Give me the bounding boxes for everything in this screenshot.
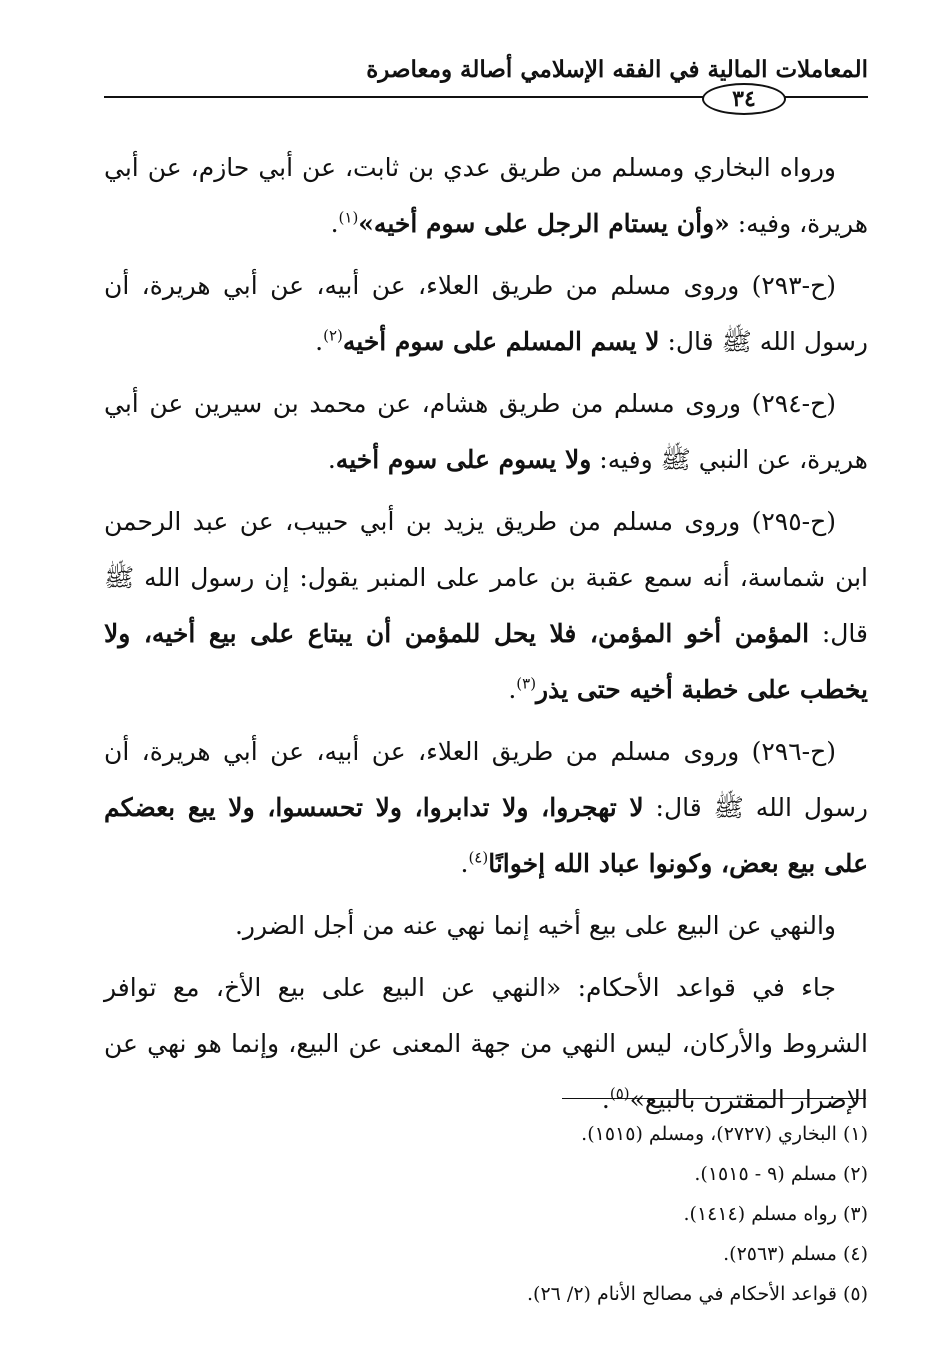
running-header-title: المعاملات المالية في الفقه الإسلامي أصالة ومعاصرة bbox=[366, 56, 868, 83]
footnote: (١) البخاري (٢٧٢٧)، ومسلم (١٥١٥). bbox=[581, 1123, 868, 1145]
paragraph-end: . bbox=[460, 849, 469, 878]
hadith-quote: ولا يسوم على سوم أخيه bbox=[335, 445, 592, 474]
paragraph-text: (ح-٢٩٦) وروى مسلم من طريق العلاء، عن أبيه، عن أبي هريرة، أن رسول الله ﷺ قال: bbox=[104, 737, 869, 822]
footnote-ref: (٣) bbox=[516, 674, 537, 693]
footnotes bbox=[104, 1114, 868, 1314]
paragraph-text: (ح-٢٩٥) وروى مسلم من طريق يزيد بن أبي حبيب، عن عبد الرحمن ابن شماسة، أنه سمع عقبة بن عامر على المنبر يقول: إن رسول الله ﷺ قال: bbox=[104, 507, 868, 648]
paragraph-text: (ح-٢٩٤) وروى مسلم من طريق هشام، عن محمد بن سيرين عن أبي هريرة، عن النبي ﷺ وفيه: bbox=[104, 389, 868, 474]
page-number: ٣٤ bbox=[702, 83, 786, 115]
footnote-ref: (١) bbox=[338, 208, 359, 227]
paragraph-end: . bbox=[330, 209, 339, 238]
footnote: (٥) قواعد الأحكام في مصالح الأنام (٢/ ٢٦). bbox=[526, 1283, 868, 1305]
paragraph-text: ورواه البخاري ومسلم من طريق عدي بن ثابت، عن أبي حازم، عن أبي هريرة، وفيه: bbox=[104, 153, 868, 238]
paragraph-text: (ح-٢٩٣) وروى مسلم من طريق العلاء، عن أبيه، عن أبي هريرة، أن رسول الله ﷺ قال: bbox=[104, 271, 868, 356]
paragraph bbox=[104, 140, 868, 252]
paragraph-text: والنهي عن البيع على بيع أخيه إنما نهي عنه من أجل الضرر. bbox=[234, 911, 836, 940]
hadith-quote: لا تهجروا، ولا تدابروا، ولا تحسسوا، ولا يبع بعضكم على بيع بعض، وكونوا عباد الله إخوانًا bbox=[104, 793, 868, 878]
footnote: (٢) مسلم (٩ - ١٥١٥). bbox=[694, 1163, 868, 1185]
hadith-quote: المؤمن أخو المؤمن، فلا يحل للمؤمن أن يبتاع على بيع أخيه، ولا يخطب على خطبة أخيه حتى يذر bbox=[104, 619, 868, 704]
paragraph bbox=[104, 898, 868, 954]
hadith-quote: «وأن يستام الرجل على سوم أخيه» bbox=[358, 209, 730, 238]
paragraph bbox=[104, 376, 868, 488]
paragraph bbox=[104, 960, 868, 1128]
footnote-separator bbox=[562, 1098, 866, 1099]
paragraph-end: . bbox=[315, 327, 324, 356]
footnote-ref: (٢) bbox=[323, 326, 343, 345]
hadith-quote: لا يسم المسلم على سوم أخيه bbox=[342, 327, 660, 356]
footnote: (٤) مسلم (٢٥٦٣). bbox=[723, 1243, 868, 1265]
footnote: (٣) رواه مسلم (١٤١٤). bbox=[683, 1203, 868, 1225]
paragraph-end: . bbox=[508, 675, 517, 704]
body-text bbox=[104, 140, 868, 1134]
paragraph-text: جاء في قواعد الأحكام: «النهي عن البيع على بيع الأخ، مع توافر الشروط والأركان، ليس النهي من جهة المعنى عن البيع، وإنما هو نهي عن الإضرار المقترن بالبيع» bbox=[104, 973, 868, 1114]
paragraph-end: . bbox=[601, 1085, 610, 1114]
paragraph bbox=[104, 494, 868, 718]
footnote-ref: (٤) bbox=[468, 848, 489, 867]
paragraph bbox=[104, 724, 868, 892]
paragraph bbox=[104, 258, 868, 370]
paragraph-end: . bbox=[327, 445, 336, 474]
footnote-ref: (٥) bbox=[609, 1084, 630, 1103]
